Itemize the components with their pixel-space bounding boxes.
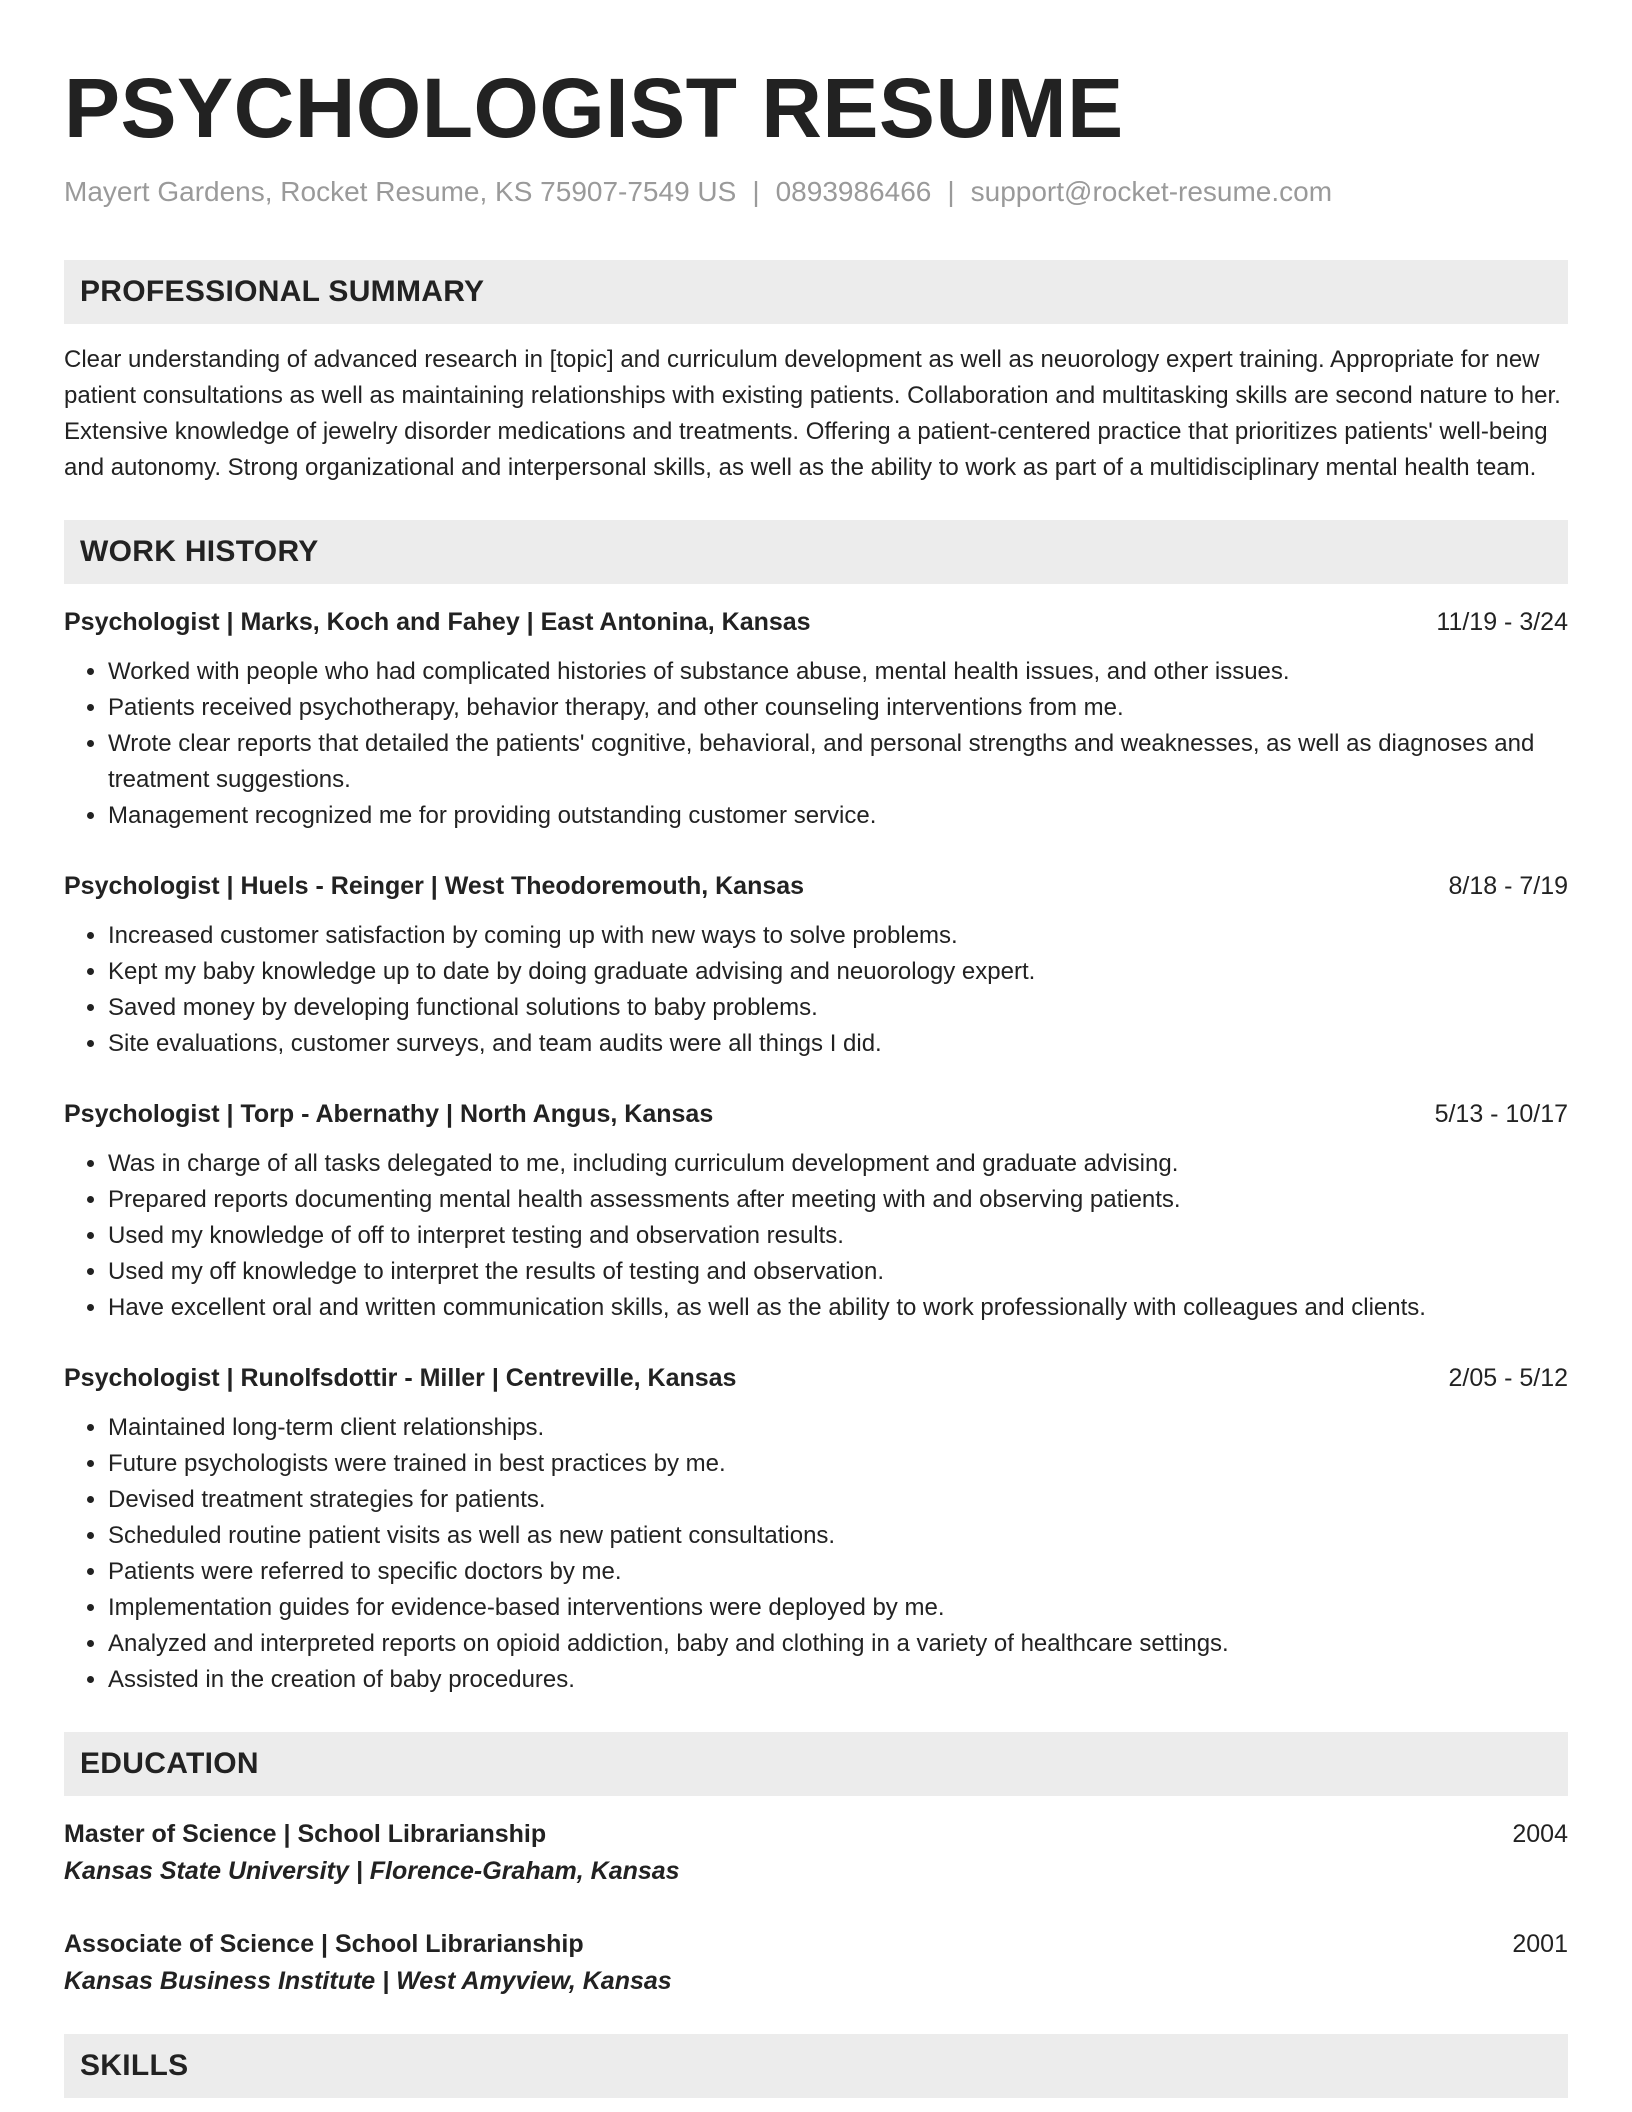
contact-separator: | [947, 176, 955, 207]
job-bullet: • Future psychologists were trained in best practices by me. [108, 1446, 1568, 1482]
education-header [64, 1816, 1568, 1852]
job-entry [64, 1096, 1568, 1326]
summary-text: Clear understanding of advanced research in [topic] and curriculum development as well as neuorology expert training. Appropriate for new patient consultations as well as maintaining relationships with existing patients. Collaboration and multitasking skills are second nature to her. Extensive knowledge of jewelry disorder medications and treatments. Offering a patient-centered practice that prioritizes patients' well-being and autonomy. Strong organizational and interpersonal skills, as well as the ability to work as part of a multidisciplinary mental health team. [64, 346, 1561, 481]
education-heading: EDUCATION [64, 1732, 1568, 1796]
education-school: Kansas Business Institute | West Amyview, Kansas [64, 1967, 672, 1995]
education-year: 2001 [1512, 1930, 1568, 1958]
contact-email: support@rocket-resume.com [970, 176, 1333, 207]
job-bullets [64, 1146, 1568, 1326]
summary-heading: PROFESSIONAL SUMMARY [64, 260, 1568, 324]
education-header [64, 1926, 1568, 1962]
job-title: Psychologist | Runolfsdottir - Miller | Centreville, Kansas [64, 1364, 737, 1392]
job-bullet: • Kept my baby knowledge up to date by doing graduate advising and neuorology expert. [108, 954, 1568, 990]
job-header [64, 604, 1568, 640]
job-header [64, 868, 1568, 904]
job-dates: 2/05 - 5/12 [1448, 1364, 1568, 1392]
job-bullet: • Site evaluations, customer surveys, and team audits were all things I did. [108, 1026, 1568, 1062]
job-bullet: • Worked with people who had complicated histories of substance abuse, mental health issues, and other issues. [108, 654, 1568, 690]
education-degree: Associate of Science | School Librarianship [64, 1930, 584, 1958]
job-entry [64, 868, 1568, 1062]
job-bullet: • Increased customer satisfaction by coming up with new ways to solve problems. [108, 918, 1568, 954]
job-dates: 8/18 - 7/19 [1448, 872, 1568, 900]
job-bullet: • Analyzed and interpreted reports on opioid addiction, baby and clothing in a variety of healthcare settings. [108, 1626, 1568, 1662]
job-bullets [64, 1410, 1568, 1698]
skills-heading: SKILLS [64, 2034, 1568, 2098]
education-entry [64, 1816, 1568, 1890]
job-bullet: • Used my off knowledge to interpret the results of testing and observation. [108, 1254, 1568, 1290]
work-history-heading: WORK HISTORY [64, 520, 1568, 584]
job-bullet: • Prepared reports documenting mental health assessments after meeting with and observing patients. [108, 1182, 1568, 1218]
education-degree: Master of Science | School Librarianship [64, 1820, 547, 1848]
job-header [64, 1360, 1568, 1396]
job-dates: 11/19 - 3/24 [1436, 608, 1568, 636]
education-school: Kansas State University | Florence-Graham, Kansas [64, 1857, 680, 1885]
job-entry [64, 1360, 1568, 1698]
job-bullet: • Implementation guides for evidence-based interventions were deployed by me. [108, 1590, 1568, 1626]
education-entry [64, 1926, 1568, 2000]
job-bullets [64, 654, 1568, 834]
job-bullet: • Wrote clear reports that detailed the patients' cognitive, behavioral, and personal strengths and weaknesses, as well as diagnoses and treatment suggestions. [108, 726, 1568, 798]
job-bullet: • Used my knowledge of off to interpret testing and observation results. [108, 1218, 1568, 1254]
job-header [64, 1096, 1568, 1132]
contact-separator: | [752, 176, 760, 207]
job-title: Psychologist | Marks, Koch and Fahey | East Antonina, Kansas [64, 608, 811, 636]
job-bullet: • Management recognized me for providing outstanding customer service. [108, 798, 1568, 834]
job-bullets [64, 918, 1568, 1062]
education-year: 2004 [1512, 1820, 1568, 1848]
job-entry [64, 604, 1568, 834]
job-bullet: • Have excellent oral and written communication skills, as well as the ability to work professionally with colleagues and clients. [108, 1290, 1568, 1326]
job-title: Psychologist | Huels - Reinger | West Theodoremouth, Kansas [64, 872, 805, 900]
resume-title: PSYCHOLOGIST RESUME [64, 61, 1124, 155]
job-dates: 5/13 - 10/17 [1434, 1100, 1568, 1128]
job-bullet: • Maintained long-term client relationships. [108, 1410, 1568, 1446]
job-bullet: • Patients received psychotherapy, behavior therapy, and other counseling interventions from me. [108, 690, 1568, 726]
job-bullet: • Saved money by developing functional solutions to baby problems. [108, 990, 1568, 1026]
contact-phone: 0893986466 [775, 176, 932, 207]
job-title: Psychologist | Torp - Abernathy | North Angus, Kansas [64, 1100, 714, 1128]
job-bullet: • Scheduled routine patient visits as well as new patient consultations. [108, 1518, 1568, 1554]
contact-address: Mayert Gardens, Rocket Resume, KS 75907-7549 US [64, 176, 737, 207]
job-bullet: • Patients were referred to specific doctors by me. [108, 1554, 1568, 1590]
contact-line [64, 174, 1568, 210]
job-bullet: • Was in charge of all tasks delegated to me, including curriculum development and graduate advising. [108, 1146, 1568, 1182]
job-bullet: • Devised treatment strategies for patients. [108, 1482, 1568, 1518]
job-bullet: • Assisted in the creation of baby procedures. [108, 1662, 1568, 1698]
